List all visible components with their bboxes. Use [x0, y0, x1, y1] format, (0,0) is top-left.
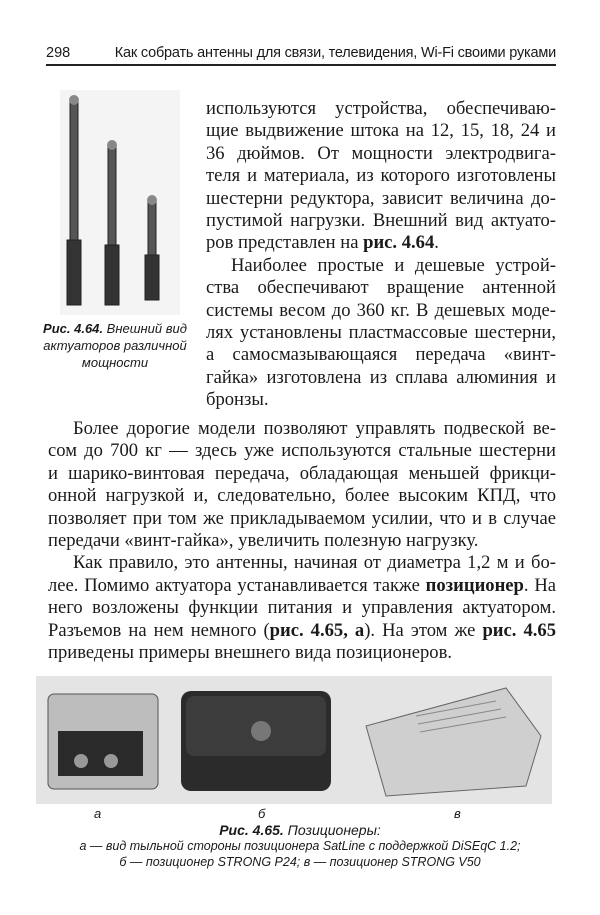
- text-line: [206, 322, 556, 344]
- text-line: [48, 485, 556, 507]
- sublabel-v: в: [454, 806, 461, 821]
- text-line: [48, 642, 556, 664]
- text-line: [206, 98, 556, 120]
- positioners-photo: [36, 676, 552, 804]
- text-line: [206, 188, 556, 210]
- book-title: Как собрать антенны для связи, телевидения, Wi-Fi своими руками: [114, 45, 556, 61]
- text-segment: лях установлены пластмассовые шестерни,: [206, 321, 556, 343]
- text-line: [206, 232, 556, 254]
- text-segment: используются устройства, обеспечиваю-: [206, 98, 556, 119]
- text-segment: ства обеспечивают вращение антенной: [206, 277, 556, 299]
- text-line: [206, 300, 556, 322]
- figure-4-64-caption: [40, 320, 190, 371]
- bold-reference: рис. 4.64: [363, 232, 435, 254]
- text-segment: сом до 700 кг — здесь уже используются стальные шестерни: [48, 440, 556, 462]
- caption-line-2: б — позиционер STRONG P24; в — позиционер STRONG V50: [119, 855, 481, 869]
- text-segment: Разъемов на нем немного (: [48, 619, 270, 641]
- text-segment: Как правило, это антенны, начиная от диаметра 1,2 м и бо-: [73, 552, 556, 574]
- text-segment: бронзы.: [206, 389, 269, 411]
- text-segment: Наиболее простые и дешевые устрой-: [231, 254, 556, 276]
- text-segment: пустимой нагрузки. Внешний вид актуато-: [206, 209, 556, 231]
- text-line: [206, 120, 556, 142]
- text-line: [206, 367, 556, 389]
- text-line: [48, 620, 556, 642]
- text-segment: приведены примеры внешнего вида позиционеров.: [48, 641, 453, 663]
- text-segment: ров представлен на: [206, 232, 364, 254]
- sublabel-b: б: [258, 806, 266, 821]
- text-line: [48, 597, 556, 619]
- text-segment: а самосмазывающаяся передача «винт-: [206, 344, 556, 366]
- text-segment: 36 дюймов. От мощности электродвига-: [206, 142, 556, 164]
- bold-reference: рис. 4.65, а: [269, 619, 365, 641]
- figure-label: Рис. 4.64.: [43, 321, 104, 336]
- sublabel-a: а: [94, 806, 102, 821]
- text-line: [206, 344, 556, 366]
- text-segment: теля и материала, из которого изготовлены: [206, 165, 556, 187]
- text-line: [206, 210, 556, 232]
- figure-label: Рис. 4.65.: [219, 822, 284, 838]
- full-width-text: [48, 418, 556, 664]
- caption-line-1: а — вид тыльной стороны позиционера SatLine с поддержкой DiSEqC 1.2;: [79, 839, 521, 853]
- text-line: [48, 552, 556, 574]
- text-segment: . На: [523, 574, 556, 596]
- text-line: [206, 389, 556, 411]
- text-segment: передачи «винт-гайка», увеличить полезную нагрузку.: [48, 529, 479, 551]
- text-segment: и шарико-винтовая передача, обладающая меньшей фрикци-: [48, 462, 556, 484]
- text-segment: гайка» изготовлена из сплава алюминия и: [206, 366, 556, 388]
- text-line: [48, 418, 556, 440]
- text-segment: .: [434, 232, 439, 254]
- text-segment: лее. Помимо актуатора устанавливается также: [48, 574, 426, 596]
- text-line: [206, 277, 556, 299]
- running-header: [46, 44, 556, 66]
- text-segment: шестерни редуктора, зависит величина до-: [206, 187, 556, 209]
- text-segment: щие выдвижение штока на 12, 15, 18, 24 и: [206, 120, 556, 142]
- text-line: [206, 143, 556, 165]
- text-segment: Более дорогие модели позволяют управлять подвеской ве-: [73, 418, 556, 439]
- text-segment: позволяет при том же прикладываемом усилии, что и в случае: [48, 507, 556, 529]
- bold-reference: позиционер: [425, 574, 524, 596]
- bold-reference: рис. 4.65: [482, 619, 556, 641]
- text-segment: него возложены функции питания и управления актуатором.: [48, 597, 556, 619]
- figure-4-65-caption: [30, 822, 570, 870]
- text-line: [48, 440, 556, 462]
- text-line: [48, 575, 556, 597]
- figure-caption-text: Внешний вид актуаторов различной мощности: [43, 321, 187, 370]
- right-column-text: [206, 98, 556, 411]
- text-segment: онной нагрузкой и, следовательно, более высоким КПД, что: [48, 485, 556, 507]
- text-line: [206, 255, 556, 277]
- text-segment: ). На этом же: [364, 619, 483, 641]
- figure-title: Позиционеры:: [287, 822, 381, 838]
- text-line: [48, 463, 556, 485]
- text-line: [48, 508, 556, 530]
- page-number: 298: [46, 45, 71, 61]
- actuators-photo: [60, 90, 180, 315]
- text-segment: системы весом до 360 кг. В дешевых моде-: [206, 299, 556, 321]
- text-line: [206, 165, 556, 187]
- text-line: [48, 530, 556, 552]
